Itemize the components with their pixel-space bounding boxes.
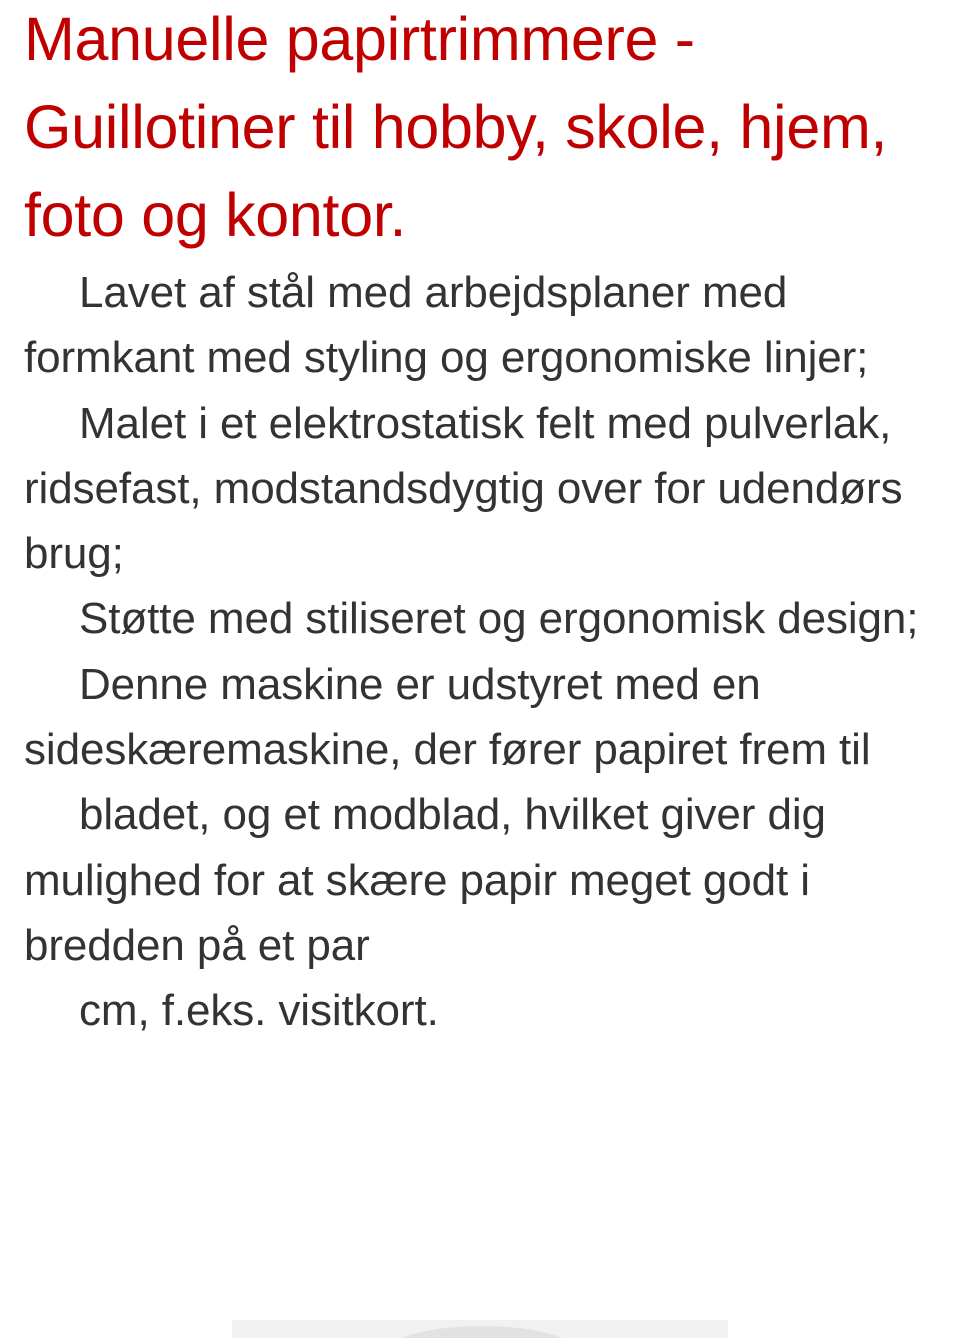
page-title: Manuelle papirtrimmere - Guillotiner til hobby, skole, hjem, foto og kontor.: [24, 5, 888, 249]
article-content: [24, 0, 924, 1044]
body-paragraph: Støtte med stiliseret og ergonomisk design;: [79, 594, 919, 644]
product-image-shape: [382, 1326, 582, 1338]
product-image-placeholder: [232, 1320, 728, 1338]
body-paragraph: Malet i et elektrostatisk felt med pulverlak, ridsefast, modstandsdygtig over for udendørs brug;: [24, 398, 903, 579]
body-paragraph: cm, f.eks. visitkort.: [79, 986, 439, 1036]
body-paragraph: Denne maskine er udstyret med en sideskæremaskine, der fører papiret frem til: [24, 659, 871, 775]
body-paragraph: Lavet af stål med arbejdsplaner med formkant med styling og ergonomiske linjer;: [24, 268, 869, 383]
body-paragraph: bladet, og et modblad, hvilket giver dig mulighed for at skære papir meget godt i bredden på et par: [24, 790, 826, 970]
